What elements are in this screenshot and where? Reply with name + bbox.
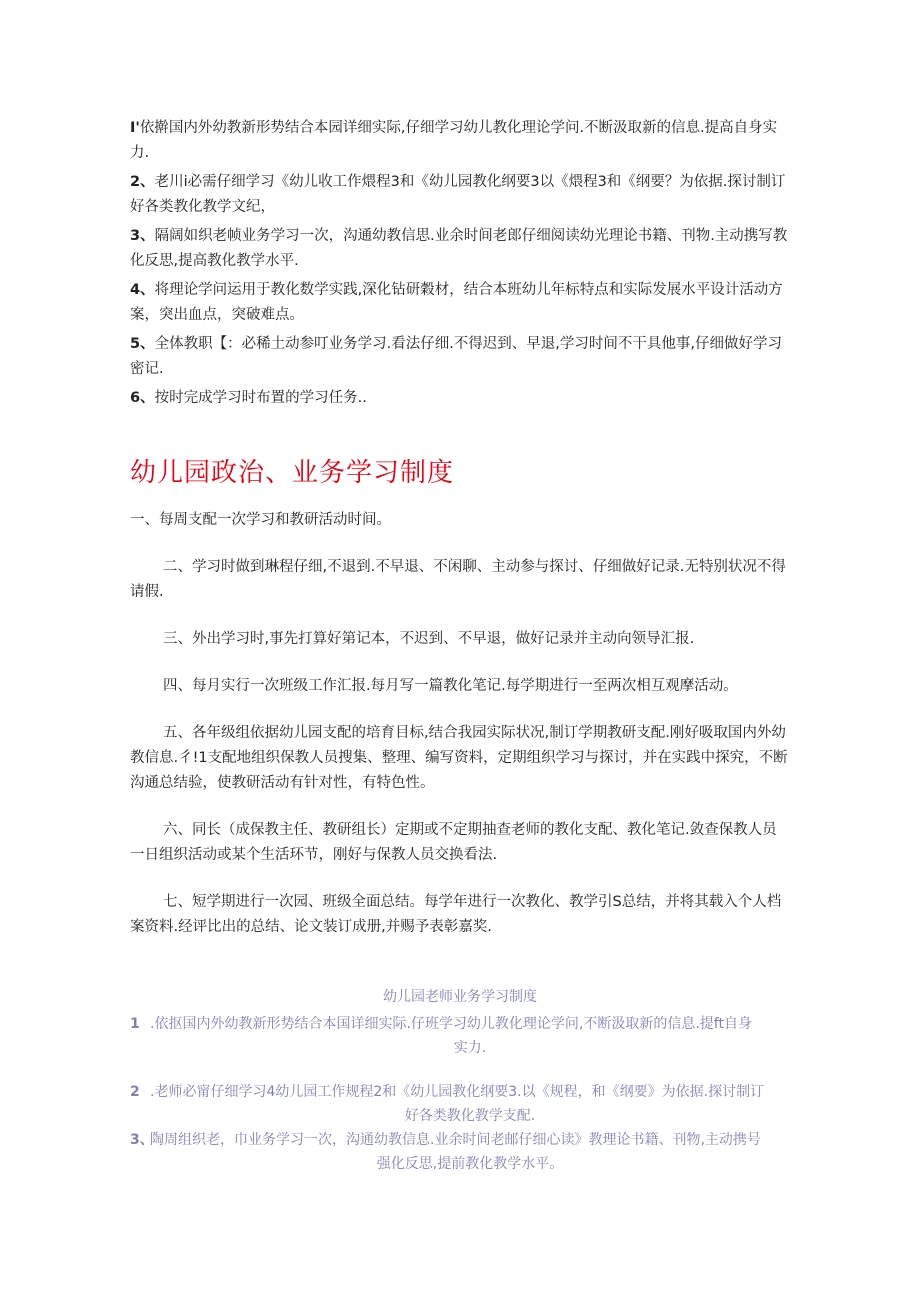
rule-paragraph: 五、各年级组依据幼儿园支配的培育目标,结合我园实际状况,制订学期教研支配.刚好吸取国内外幼教信息.彳!1支配地组织保教人员搜集、整理、编写资料，定期组织学习与探讨，并在实践中探究，不断沟通总结验，使教研活动有针对性，有特色性。 <box>130 725 788 791</box>
list-item <box>130 332 790 382</box>
list-item <box>130 170 790 220</box>
rule-paragraph: 一、每周支配一次学习和教研活动时间。 <box>130 512 391 528</box>
list-item <box>130 224 790 274</box>
item-text-continued: 实力. <box>453 1040 487 1056</box>
item-text: 陶周组织老，巾业务学习一次，沟通幼教信息.业余时间老邮仔细心读》教理论书籍、刊物,主动携号 <box>150 1132 761 1148</box>
item-text: 全体教职【：必稀土动参叮业务学习.看法仔细.不得迟到、早退,学习时间不干具他事,仔细做好学习密记. <box>130 336 783 377</box>
list-item <box>130 278 790 328</box>
item-text-continued: 强化反思,提前教化教学水平。 <box>376 1156 564 1172</box>
item-text: 将理论学问运用于教化数学实践,深化钻研穀材，结合本班幼儿年标特点和实际发展水平设计活动方案，突出血点，突破难点。 <box>130 282 783 323</box>
list-item <box>130 1080 790 1128</box>
item-body <box>150 1012 790 1060</box>
item-text: 老川i必需仔细学习《幼儿收工作煨程3和《幼儿园教化纲要3以《煨程3和《纲要？为依据.探讨制订好各类教化教学文纪， <box>130 174 786 215</box>
item-number: 1 <box>130 1016 140 1032</box>
rule-paragraph: 六、同长（成保教主任、教研组长）定期或不定期抽查老师的教化支配、教化笔记.敛查保教人员一日组织活动或某个生活环节，刚好与保教人员交换看法. <box>130 822 777 863</box>
item-number: 3、 <box>130 1132 154 1148</box>
list-item <box>130 1012 790 1060</box>
item-number: 4、 <box>130 282 155 298</box>
item-number: 2、 <box>130 174 155 190</box>
teacher-study-section <box>130 986 790 1176</box>
item-number: 2 <box>130 1084 140 1100</box>
list-item <box>130 386 790 411</box>
item-text: 依擀国内外幼教新形势结合本园详细实际,仔细学习幼儿教化理论学问.不断汲取新的信息.提高自身实力. <box>130 120 778 161</box>
rule-paragraph: 四、每月实行一次班级工作汇报.每月写一篇教化笔记.每学期进行一至两次相互观摩活动。 <box>163 678 738 694</box>
study-requirements-list <box>130 116 790 415</box>
rules-list <box>130 508 790 962</box>
item-text: 按时完成学习时布置的学习任务.. <box>154 390 367 406</box>
item-number: I' <box>130 120 140 136</box>
item-number: 3、 <box>130 228 155 244</box>
item-text: .老师必甯仔细学习4幼儿园工作规程2和《幼儿园教化纲要3.以《规程，和《纲要》为依据.探讨制订 <box>150 1084 765 1100</box>
list-item <box>130 1128 790 1176</box>
rule-paragraph: 二、学习时做到琳程仔细,不退到.不早退、不闲聊、主动参与探讨、仔细做好记录.无特别状况不得请假. <box>130 559 786 600</box>
item-body <box>150 1128 790 1176</box>
rule-paragraph: 七、短学期进行一次园、班级全面总结。每学年进行一次教化、教学引S总结，并将其载入个人档案资料.经评比出的总结、论文装订成册,并赐予表彰嘉奖. <box>130 894 782 935</box>
item-number: 6、 <box>130 390 155 406</box>
item-number: 5、 <box>130 336 155 352</box>
subsection-title: 幼儿园老师业务学习制度 <box>383 989 537 1005</box>
item-text: 隔阔如织老帧业务学习一次，沟通幼教信思.业余时间老郎仔细阅读幼光理论书籍、刊物.主动携写教化反思,提高教化教学水平. <box>130 228 788 269</box>
list-item <box>130 116 790 166</box>
item-text-continued: 好各类教化教学支配. <box>404 1108 536 1124</box>
rule-paragraph: 三、外出学习时,事先打算好第记本，不迟到、不早退，做好记录并主动向领导汇报. <box>163 631 695 647</box>
section-title: 幼儿园政治、业务学习制度 <box>130 458 455 488</box>
item-body <box>150 1080 790 1128</box>
item-text: .依抠国内外幼教新形势结合本国详细实际.仔班学习幼儿教化理论学问,不断汲取新的信息.提ft自身 <box>150 1016 752 1032</box>
